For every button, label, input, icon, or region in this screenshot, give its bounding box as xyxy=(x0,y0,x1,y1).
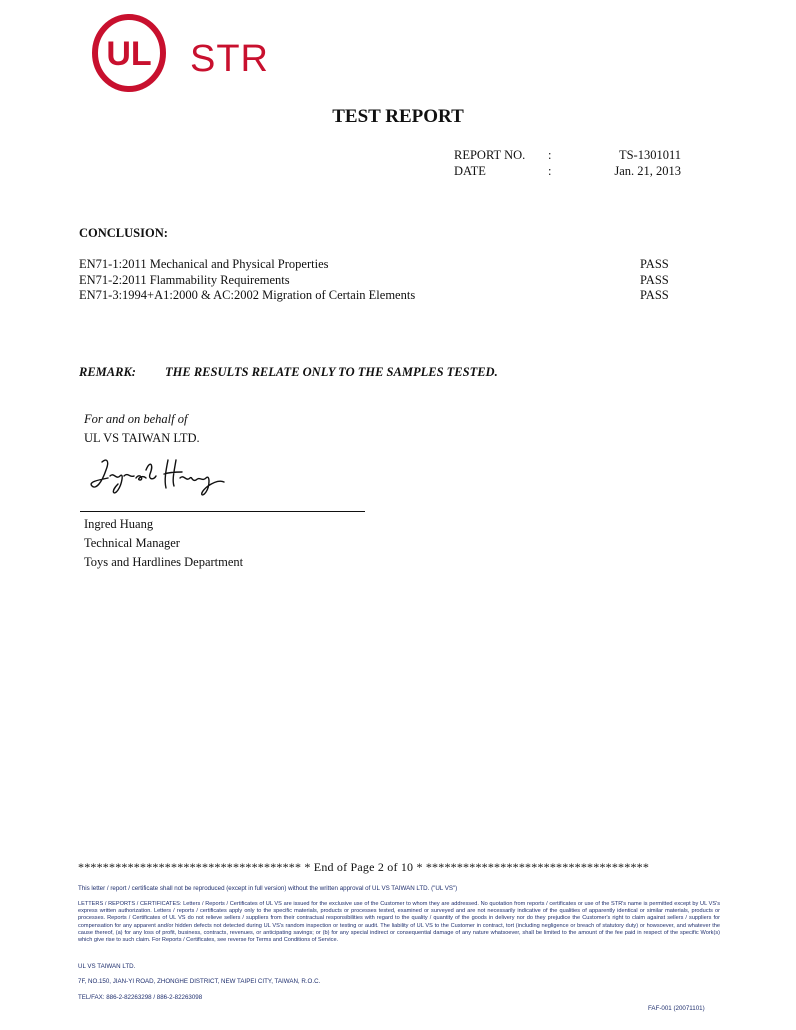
signer-title: Technical Manager xyxy=(84,536,180,550)
test-name: EN71-1:2011 Mechanical and Physical Properties xyxy=(79,257,329,271)
test-result: PASS xyxy=(640,272,669,287)
terms-disclaimer: LETTERS / REPORTS / CERTIFICATES: Letters / Reports / Certificates of UL VS are issued for the exclusive use of the Customer to whom they are addressed. No quotation from reports / certificates or use of the STR's name is permitted except by UL VS's express written authorization. Letters / reports / certificates apply only to the specific materials, products or processes tested, examined or surveyed and are not necessarily indicative of the qualities of apparently identical or similar materials, products or processes. Reports / Certificates of UL VS do not relieve sellers / suppliers from their contractual responsibilities with regard to the quality / quantity of the goods in delivery nor do they prejudice the Customer's right to claim against sellers / suppliers for compensation for any apparent and/or hidden defects not detected during UL VS's random inspection or testing or audit. The liability of UL VS to the Customer in contract, tort (including negligence or breach of statutory duty) or howsoever, and whatever the cause thereof, (a) for any loss of profit, business, contracts, revenues, or anticipating savings; or (b) for any special indirect or consequential damage of any nature whatsoever, shall be limited to the amount of the fee paid in respect of the specific Work(s) which give rise to such claim. For Reports / Certificates, see reverse for Terms and Conditions of Service. xyxy=(78,901,720,944)
date-label: DATE xyxy=(454,164,486,178)
test-result: PASS xyxy=(640,288,669,302)
test-row xyxy=(79,273,679,289)
end-of-page-marker: ************************************ * End of Page 2 of 10 * ************************************ xyxy=(78,860,650,874)
test-name: EN71-3:1994+A1:2000 & AC:2002 Migration of Certain Elements xyxy=(79,288,416,302)
address-street: 7F, NO.150, JIAN-YI ROAD, ZHONGHE DISTRICT, NEW TAIPEI CITY, TAIWAN, R.O.C. xyxy=(78,978,321,985)
conclusion-heading: CONCLUSION: xyxy=(79,226,168,240)
date-row xyxy=(454,163,694,179)
handwritten-signature xyxy=(84,450,234,500)
signer-department: Toys and Hardlines Department xyxy=(84,555,244,569)
form-code: FAF-001 (20071101) xyxy=(648,1005,705,1012)
report-no-colon: : xyxy=(548,148,552,162)
signature-line xyxy=(80,511,365,512)
test-results-list xyxy=(79,257,679,304)
signer-block xyxy=(84,515,243,572)
signer-name: Ingred Huang xyxy=(84,517,154,531)
remark-label: REMARK: xyxy=(79,365,136,379)
test-row xyxy=(79,288,679,304)
date-value: Jan. 21, 2013 xyxy=(614,164,681,178)
report-no-label: REPORT NO. xyxy=(454,148,526,162)
logo-text: STR xyxy=(190,38,269,80)
test-name: EN71-2:2011 Flammability Requirements xyxy=(79,272,290,287)
ul-logo-mark: UL xyxy=(106,35,152,73)
report-no-value: TS-1301011 xyxy=(618,148,681,162)
page-title: TEST REPORT xyxy=(332,106,464,127)
test-result: PASS xyxy=(640,257,669,271)
remark-text: THE RESULTS RELATE ONLY TO THE SAMPLES TESTED. xyxy=(165,365,498,379)
test-row xyxy=(79,257,679,273)
reproduction-disclaimer: This letter / report / certificate shall not be reproduced (except in full version) without the written approval of UL VS TAIWAN LTD. ("UL VS") xyxy=(78,885,458,892)
address-company: UL VS TAIWAN LTD. xyxy=(78,963,136,970)
address-phone: TEL/FAX: 886-2-82263298 / 886-2-82263098 xyxy=(78,994,203,1001)
company-name: UL VS TAIWAN LTD. xyxy=(84,431,200,445)
on-behalf-text: For and on behalf of xyxy=(84,412,188,426)
date-colon: : xyxy=(548,164,552,178)
report-meta xyxy=(454,147,694,179)
report-no-row xyxy=(454,147,694,163)
